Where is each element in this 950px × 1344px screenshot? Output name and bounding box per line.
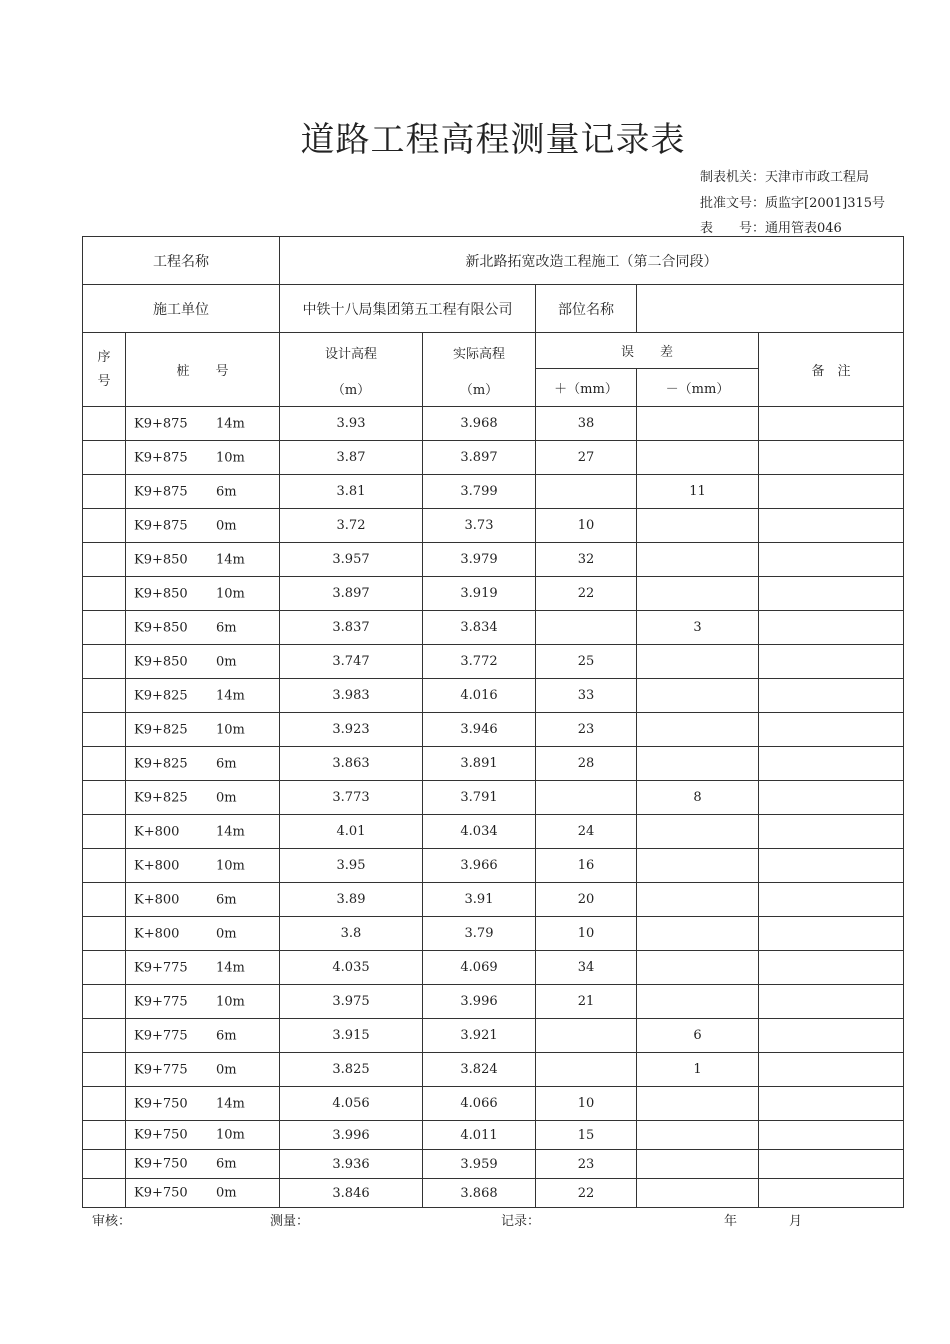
pile-offset: 0m: [216, 1062, 237, 1077]
cell-plus: 34: [536, 951, 637, 985]
cell-design: 4.01: [280, 815, 423, 849]
table-row: [83, 1053, 904, 1087]
pile-offset: 14m: [216, 688, 245, 703]
cell-plus: [536, 611, 637, 645]
cell-pile: [126, 543, 280, 577]
pile-offset: 6m: [216, 484, 237, 499]
cell-plus: 15: [536, 1121, 637, 1150]
cell-seq: [83, 781, 126, 815]
cell-plus: 28: [536, 747, 637, 781]
cell-plus: 23: [536, 1150, 637, 1179]
col-error-plus: ＋（mm）: [536, 369, 637, 407]
cell-seq: [83, 1087, 126, 1121]
table-row: [83, 951, 904, 985]
cell-seq: [83, 475, 126, 509]
cell-actual: 3.966: [423, 849, 536, 883]
cell-actual: 3.968: [423, 407, 536, 441]
cell-plus: 23: [536, 713, 637, 747]
pile-offset: 6m: [216, 1156, 237, 1172]
cell-minus: [637, 815, 759, 849]
pile-station: K9+825: [134, 688, 188, 703]
cell-remark: [759, 611, 904, 645]
cell-design: 4.035: [280, 951, 423, 985]
project-name-label: 工程名称: [83, 237, 280, 285]
contractor-value: 中铁十八局集团第五工程有限公司: [280, 285, 536, 333]
cell-design: 3.923: [280, 713, 423, 747]
cell-remark: [759, 645, 904, 679]
cell-design: 3.975: [280, 985, 423, 1019]
pile-station: K+800: [134, 892, 180, 907]
pile-offset: 14m: [216, 824, 245, 839]
cell-minus: [637, 679, 759, 713]
cell-design: 3.89: [280, 883, 423, 917]
cell-seq: [83, 1150, 126, 1179]
table-row: [83, 815, 904, 849]
cell-minus: [637, 747, 759, 781]
table-row: [83, 713, 904, 747]
pile-offset: 10m: [216, 858, 245, 873]
cell-seq: [83, 1019, 126, 1053]
table-row: [83, 645, 904, 679]
pile-station: K9+775: [134, 1062, 188, 1077]
pile-offset: 14m: [216, 1096, 245, 1111]
table-row: [83, 747, 904, 781]
cell-seq: [83, 441, 126, 475]
cell-seq: [83, 985, 126, 1019]
col-design: 设计高程 （m）: [280, 333, 423, 407]
cell-pile: [126, 849, 280, 883]
cell-minus: 8: [637, 781, 759, 815]
cell-minus: [637, 1087, 759, 1121]
table-row: [83, 441, 904, 475]
cell-remark: [759, 407, 904, 441]
pile-offset: 10m: [216, 450, 245, 465]
cell-actual: 3.919: [423, 577, 536, 611]
issuer-line: 制表机关：天津市市政工程局: [700, 170, 870, 185]
cell-plus: [536, 1019, 637, 1053]
cell-plus: 38: [536, 407, 637, 441]
cell-minus: 6: [637, 1019, 759, 1053]
cell-pile: [126, 679, 280, 713]
col-error-minus: －（mm）: [637, 369, 759, 407]
cell-pile: [126, 917, 280, 951]
review-signature: 审核：: [92, 1214, 132, 1229]
project-name-value: 新北路拓宽改造工程施工（第二合同段）: [280, 237, 904, 285]
cell-plus: 22: [536, 1179, 637, 1208]
cell-design: 3.93: [280, 407, 423, 441]
pile-station: K9+875: [134, 484, 188, 499]
month-label: 月: [789, 1214, 803, 1229]
cell-minus: 3: [637, 611, 759, 645]
contractor-label: 施工单位: [83, 285, 280, 333]
cell-remark: [759, 475, 904, 509]
cell-plus: 32: [536, 543, 637, 577]
cell-remark: [759, 747, 904, 781]
cell-actual: 3.791: [423, 781, 536, 815]
cell-seq: [83, 747, 126, 781]
cell-design: 3.846: [280, 1179, 423, 1208]
pile-offset: 0m: [216, 926, 237, 941]
cell-minus: [637, 543, 759, 577]
cell-plus: [536, 475, 637, 509]
record-signature: 记录：: [501, 1214, 541, 1229]
table-row: [83, 1087, 904, 1121]
cell-seq: [83, 543, 126, 577]
table-row: [83, 407, 904, 441]
cell-design: 4.056: [280, 1087, 423, 1121]
cell-remark: [759, 951, 904, 985]
col-seq: 序号: [83, 333, 126, 407]
pile-station: K9+750: [134, 1127, 188, 1143]
pile-station: K9+825: [134, 790, 188, 805]
pile-station: K9+750: [134, 1156, 188, 1172]
cell-actual: 3.73: [423, 509, 536, 543]
cell-plus: 16: [536, 849, 637, 883]
pile-offset: 14m: [216, 552, 245, 567]
cell-design: 3.95: [280, 849, 423, 883]
cell-seq: [83, 611, 126, 645]
cell-plus: 10: [536, 917, 637, 951]
pile-station: K+800: [134, 926, 180, 941]
pile-station: K9+850: [134, 654, 188, 669]
cell-remark: [759, 441, 904, 475]
cell-actual: 3.921: [423, 1019, 536, 1053]
section-label: 部位名称: [536, 285, 637, 333]
cell-plus: [536, 1053, 637, 1087]
cell-design: 3.825: [280, 1053, 423, 1087]
pile-station: K+800: [134, 824, 180, 839]
cell-actual: 3.959: [423, 1150, 536, 1179]
pile-station: K9+875: [134, 416, 188, 431]
cell-design: 3.747: [280, 645, 423, 679]
cell-actual: 4.066: [423, 1087, 536, 1121]
cell-remark: [759, 815, 904, 849]
cell-pile: [126, 407, 280, 441]
cell-design: 3.936: [280, 1150, 423, 1179]
table-row: [83, 577, 904, 611]
cell-pile: [126, 475, 280, 509]
cell-remark: [759, 1053, 904, 1087]
cell-design: 3.773: [280, 781, 423, 815]
pile-station: K9+850: [134, 586, 188, 601]
cell-actual: 3.996: [423, 985, 536, 1019]
cell-actual: 3.868: [423, 1179, 536, 1208]
cell-remark: [759, 1019, 904, 1053]
cell-minus: [637, 985, 759, 1019]
cell-pile: [126, 1150, 280, 1179]
cell-seq: [83, 1053, 126, 1087]
cell-minus: [637, 645, 759, 679]
cell-plus: 27: [536, 441, 637, 475]
cell-remark: [759, 577, 904, 611]
pile-station: K9+875: [134, 518, 188, 533]
pile-station: K+800: [134, 858, 180, 873]
survey-signature: 测量：: [270, 1214, 310, 1229]
cell-seq: [83, 645, 126, 679]
pile-offset: 0m: [216, 1185, 237, 1201]
cell-actual: 3.79: [423, 917, 536, 951]
table-row: [83, 543, 904, 577]
cell-plus: 33: [536, 679, 637, 713]
cell-actual: 3.834: [423, 611, 536, 645]
column-header-row-1: [83, 333, 904, 369]
cell-pile: [126, 713, 280, 747]
page-title: 道路工程高程测量记录表: [300, 120, 686, 160]
pile-station: K9+850: [134, 552, 188, 567]
table-row: [83, 611, 904, 645]
cell-minus: [637, 577, 759, 611]
cell-design: 3.996: [280, 1121, 423, 1150]
pile-station: K9+775: [134, 994, 188, 1009]
pile-station: K9+775: [134, 960, 188, 975]
pile-station: K9+775: [134, 1028, 188, 1043]
cell-plus: [536, 781, 637, 815]
cell-minus: [637, 441, 759, 475]
form-number-label: 表 号：: [700, 221, 766, 236]
col-pile: 桩 号: [126, 333, 280, 407]
table-row: [83, 985, 904, 1019]
cell-pile: [126, 509, 280, 543]
cell-minus: [637, 1150, 759, 1179]
cell-seq: [83, 1121, 126, 1150]
cell-design: 3.837: [280, 611, 423, 645]
cell-minus: [637, 917, 759, 951]
cell-actual: 3.91: [423, 883, 536, 917]
cell-pile: [126, 1087, 280, 1121]
cell-plus: 22: [536, 577, 637, 611]
table-row: [83, 781, 904, 815]
cell-design: 3.915: [280, 1019, 423, 1053]
cell-seq: [83, 951, 126, 985]
cell-pile: [126, 1019, 280, 1053]
cell-plus: 20: [536, 883, 637, 917]
col-error: 误 差: [536, 333, 759, 369]
pile-offset: 10m: [216, 994, 245, 1009]
cell-remark: [759, 917, 904, 951]
table-row: [83, 679, 904, 713]
cell-pile: [126, 815, 280, 849]
cell-remark: [759, 543, 904, 577]
form-number-line: [700, 217, 842, 236]
cell-actual: 4.069: [423, 951, 536, 985]
cell-pile: [126, 611, 280, 645]
cell-minus: [637, 713, 759, 747]
table-row: [83, 1019, 904, 1053]
cell-remark: [759, 1150, 904, 1179]
cell-actual: 3.824: [423, 1053, 536, 1087]
cell-design: 3.81: [280, 475, 423, 509]
cell-seq: [83, 713, 126, 747]
pile-station: K9+750: [134, 1096, 188, 1111]
cell-minus: 11: [637, 475, 759, 509]
cell-pile: [126, 441, 280, 475]
cell-design: 3.897: [280, 577, 423, 611]
cell-pile: [126, 747, 280, 781]
cell-minus: [637, 1121, 759, 1150]
table-row: [83, 1150, 904, 1179]
year-label: 年: [724, 1214, 738, 1229]
pile-station: K9+825: [134, 756, 188, 771]
pile-offset: 14m: [216, 416, 245, 431]
cell-minus: [637, 883, 759, 917]
col-remark: 备 注: [759, 333, 904, 407]
cell-minus: [637, 849, 759, 883]
cell-pile: [126, 1121, 280, 1150]
cell-plus: 10: [536, 1087, 637, 1121]
section-value: [637, 285, 904, 333]
cell-design: 3.957: [280, 543, 423, 577]
cell-plus: 24: [536, 815, 637, 849]
cell-pile: [126, 577, 280, 611]
cell-design: 3.8: [280, 917, 423, 951]
pile-offset: 10m: [216, 586, 245, 601]
cell-pile: [126, 985, 280, 1019]
cell-plus: 25: [536, 645, 637, 679]
pile-offset: 14m: [216, 960, 245, 975]
cell-actual: 4.034: [423, 815, 536, 849]
table-row: [83, 883, 904, 917]
cell-seq: [83, 917, 126, 951]
pile-offset: 0m: [216, 654, 237, 669]
cell-remark: [759, 713, 904, 747]
table-row: [83, 509, 904, 543]
cell-remark: [759, 679, 904, 713]
cell-plus: 21: [536, 985, 637, 1019]
pile-station: K9+750: [134, 1185, 188, 1201]
cell-design: 3.72: [280, 509, 423, 543]
cell-remark: [759, 781, 904, 815]
pile-offset: 6m: [216, 1028, 237, 1043]
cell-pile: [126, 1179, 280, 1208]
table-row: [83, 849, 904, 883]
cell-minus: [637, 509, 759, 543]
pile-offset: 0m: [216, 518, 237, 533]
cell-actual: 3.799: [423, 475, 536, 509]
table-row: [83, 1179, 904, 1208]
cell-seq: [83, 883, 126, 917]
contractor-row: [83, 285, 904, 333]
form-number-value: 通用管表046: [765, 221, 842, 236]
pile-offset: 0m: [216, 790, 237, 805]
table-row: [83, 1121, 904, 1150]
cell-remark: [759, 883, 904, 917]
cell-plus: 10: [536, 509, 637, 543]
cell-pile: [126, 951, 280, 985]
cell-remark: [759, 509, 904, 543]
cell-seq: [83, 577, 126, 611]
pile-offset: 6m: [216, 756, 237, 771]
pile-station: K9+850: [134, 620, 188, 635]
cell-actual: 3.979: [423, 543, 536, 577]
pile-offset: 10m: [216, 722, 245, 737]
cell-remark: [759, 849, 904, 883]
cell-seq: [83, 509, 126, 543]
cell-pile: [126, 645, 280, 679]
cell-actual: 4.016: [423, 679, 536, 713]
cell-remark: [759, 1179, 904, 1208]
cell-minus: 1: [637, 1053, 759, 1087]
cell-remark: [759, 1087, 904, 1121]
cell-design: 3.863: [280, 747, 423, 781]
table-row: [83, 917, 904, 951]
pile-station: K9+875: [134, 450, 188, 465]
cell-remark: [759, 1121, 904, 1150]
approval-line: 批准文号：质监字[2001]315号: [700, 196, 886, 211]
cell-actual: 3.772: [423, 645, 536, 679]
elevation-record-table: [82, 236, 904, 1208]
cell-seq: [83, 407, 126, 441]
cell-seq: [83, 679, 126, 713]
cell-design: 3.87: [280, 441, 423, 475]
pile-station: K9+825: [134, 722, 188, 737]
pile-offset: 6m: [216, 620, 237, 635]
cell-pile: [126, 1053, 280, 1087]
project-name-row: [83, 237, 904, 285]
cell-pile: [126, 781, 280, 815]
cell-actual: 4.011: [423, 1121, 536, 1150]
cell-design: 3.983: [280, 679, 423, 713]
cell-pile: [126, 883, 280, 917]
table-row: [83, 475, 904, 509]
cell-seq: [83, 1179, 126, 1208]
cell-actual: 3.897: [423, 441, 536, 475]
cell-actual: 3.946: [423, 713, 536, 747]
cell-minus: [637, 1179, 759, 1208]
cell-actual: 3.891: [423, 747, 536, 781]
pile-offset: 10m: [216, 1127, 245, 1143]
col-actual: 实际高程 （m）: [423, 333, 536, 407]
cell-seq: [83, 849, 126, 883]
cell-seq: [83, 815, 126, 849]
pile-offset: 6m: [216, 892, 237, 907]
cell-minus: [637, 951, 759, 985]
cell-minus: [637, 407, 759, 441]
cell-remark: [759, 985, 904, 1019]
